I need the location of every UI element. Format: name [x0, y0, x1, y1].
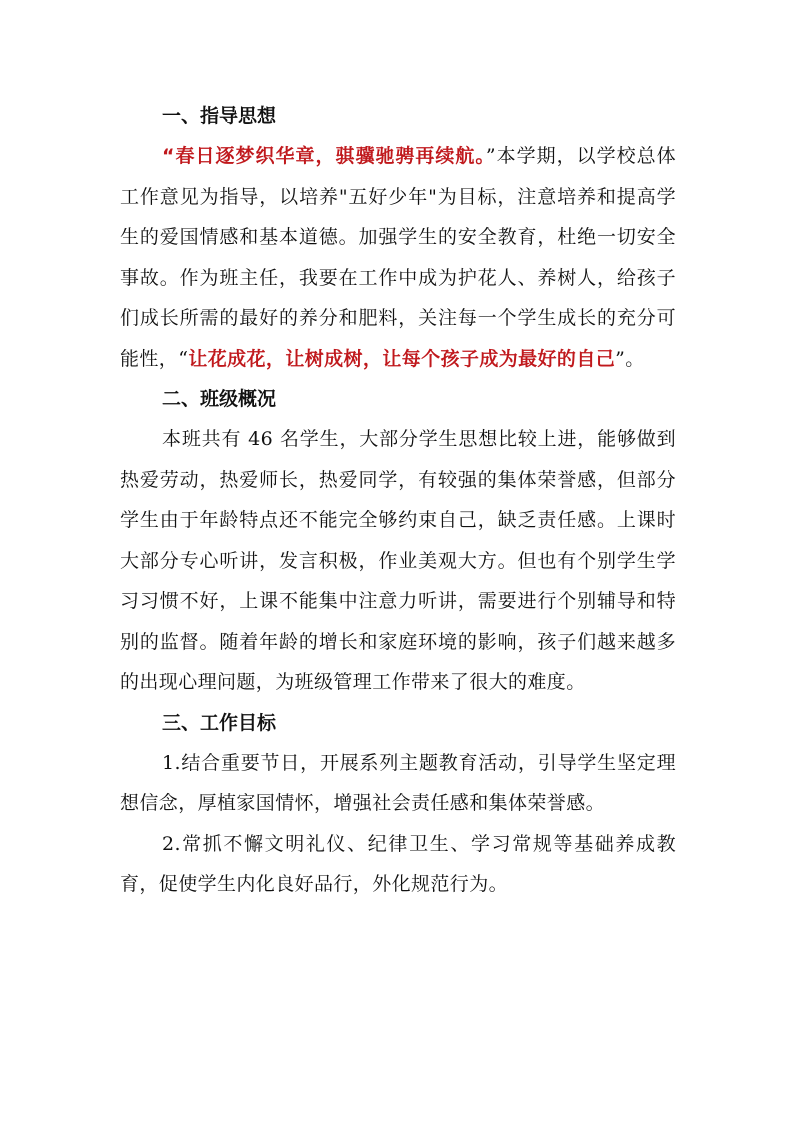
section-heading-guiding-thought: 一、指导思想: [162, 105, 277, 127]
paragraph-class-overview: 本班共有 46 名学生，大部分学生思想比较上进，能够做到热爱劳动，热爱师长，热爱同学，有较强的集体荣誉感，但部分学生由于年龄特点还不能完全够约束自己，缺乏责任感。上课时大部分专心听讲，发言积极，作业美观大方。但也有个别学生学习习惯不好，上课不能集中注意力听讲，需要进行个别辅导和特别的监督。随着年龄的增长和家庭环境的影响，孩子们越来越多的出现心理问题，为班级管理工作带来了很大的难度。: [120, 428, 676, 693]
list-item-goal-1: 1.结合重要节日，开展系列主题教育活动，引导学生坚定理想信念，厚植家国情怀，增强社会责任感和集体荣誉感。: [120, 751, 676, 814]
paragraph-text: ”本学期，以学校总体工作意见为指导，以培养"五好少年"为目标，注意培养和提高学生的爱国情感和基本道德。加强学生的安全教育，杜绝一切安全事故。作为班主任，我要在工作中成为护花人、养树人，给孩子们成长所需的最好的养分和肥料，关注每一个学生成长的充分可能性，“: [120, 145, 676, 370]
section-heading-class-overview: 二、班级概况: [162, 388, 277, 410]
section-heading-work-goals: 三、工作目标: [162, 711, 277, 734]
list-item-goal-2: 2.常抓不懈文明礼仪、纪律卫生、学习常规等基础养成教育，促使学生内化良好品行，外化规范行为。: [120, 832, 676, 895]
paragraph-text-end: ”。: [615, 347, 645, 370]
emphasis-quote-flowers-trees: 让花成花，让树成树，让每个孩子成为最好的自己: [188, 347, 616, 370]
paragraph-guiding-thought: [120, 136, 676, 379]
emphasis-quote-spring: “春日逐梦织华章，骐骥驰骋再续航。: [162, 145, 486, 167]
document-body: [120, 96, 676, 905]
